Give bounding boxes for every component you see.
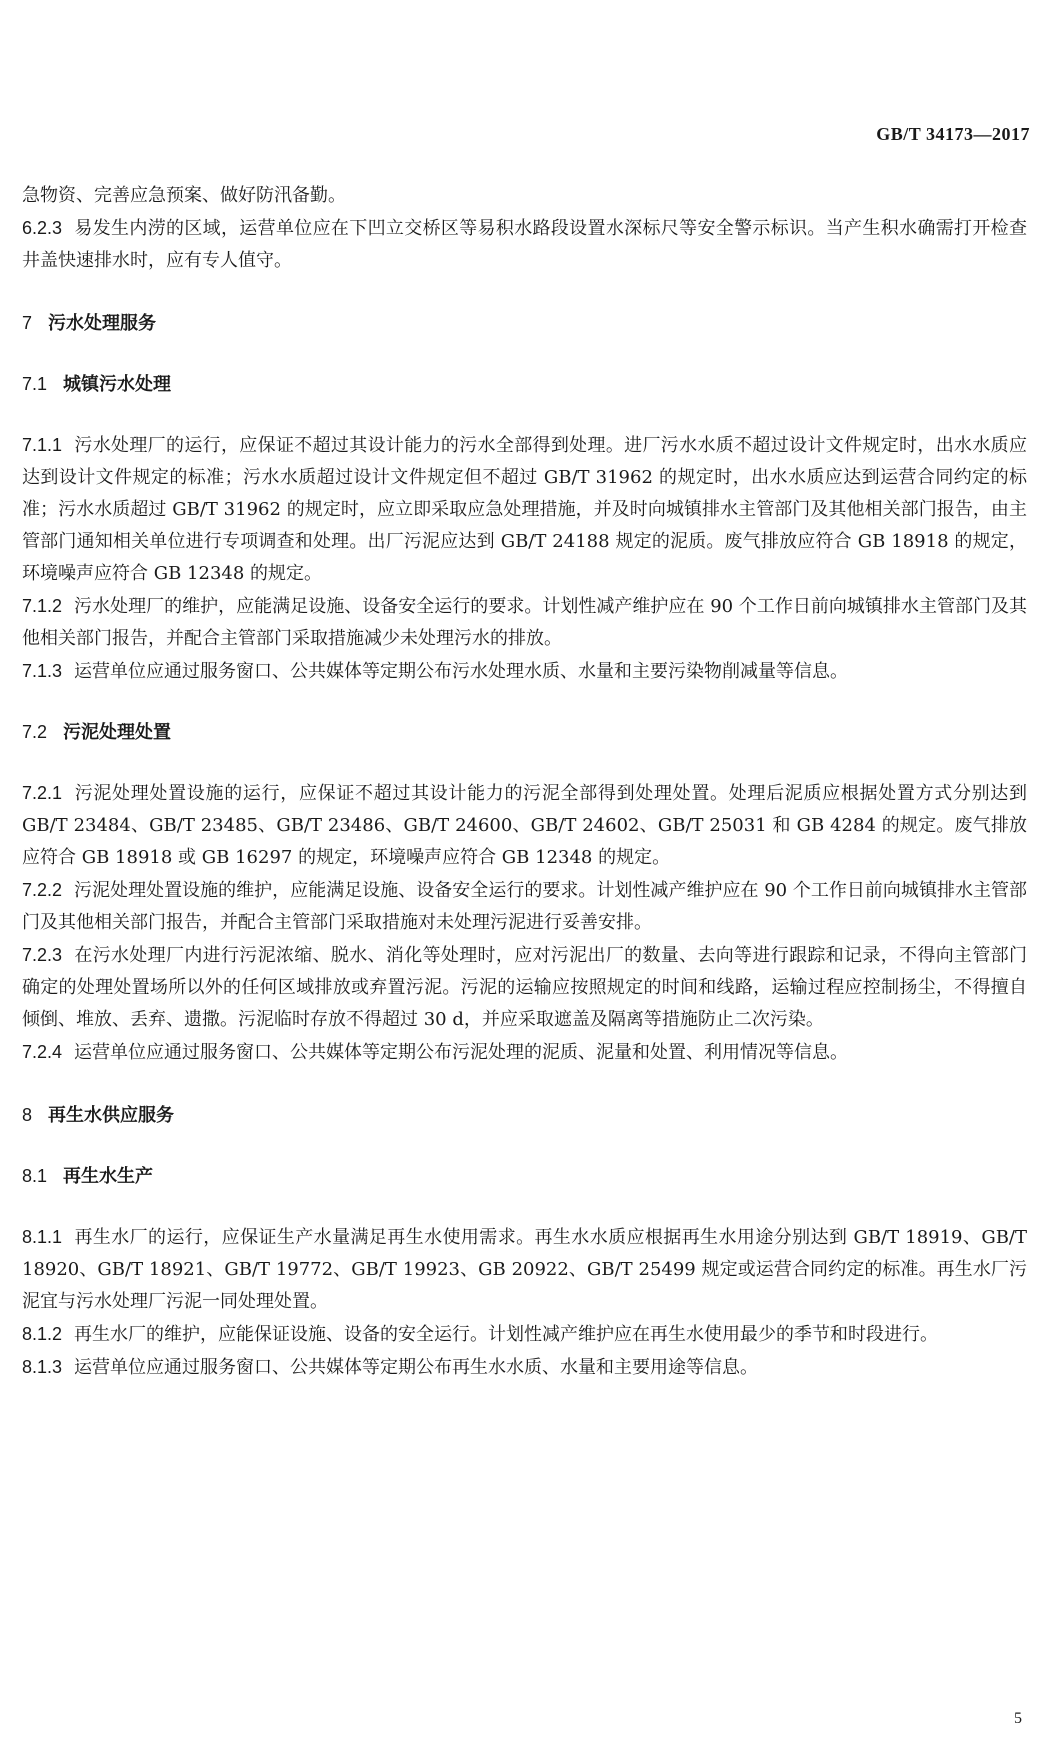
clause-text: 运营单位应通过服务窗口、公共媒体等定期公布污泥处理的泥质、泥量和处置、利用情况等信息。 [74, 1042, 849, 1063]
clause-number: 8.1.2 [22, 1324, 63, 1344]
page-number: 5 [1014, 1710, 1022, 1727]
clause-7-2-2 [22, 874, 1027, 939]
clause-number: 7.2.4 [22, 1042, 63, 1062]
clause-number: 7.1.1 [22, 435, 63, 455]
document-body [22, 180, 1027, 1384]
clause-text: 再生水厂的运行，应保证生产水量满足再生水使用需求。再生水水质应根据再生水用途分别达到 GB/T 18919、GB/T 18920、GB/T 18921、GB/T 19772、GB/T 19923、GB 20922、GB/T 25499 规定或运营合同约定的标准。再生水厂污泥宜与污水处理厂污泥一同处理处置。 [22, 1227, 1027, 1312]
clause-text: 再生水厂的维护，应能保证设施、设备的安全运行。计划性减产维护应在再生水使用最少的季节和时段进行。 [74, 1324, 939, 1345]
section-number: 8 [22, 1105, 33, 1125]
clause-8-1-2 [22, 1318, 1027, 1351]
section-title: 污水处理服务 [48, 313, 157, 334]
clause-7-2-3 [22, 939, 1027, 1036]
clause-text: 在污水处理厂内进行污泥浓缩、脱水、消化等处理时，应对污泥出厂的数量、去向等进行跟踪和记录，不得向主管部门确定的处理处置场所以外的任何区域排放或弃置污泥。污泥的运输应按照规定的时间和线路，运输过程应控制扬尘，不得擅自倾倒、堆放、丢弃、遗撒。污泥临时存放不得超过 30 d，并应采取遮盖及隔离等措施防止二次污染。 [22, 945, 1027, 1030]
clause-text: 运营单位应通过服务窗口、公共媒体等定期公布再生水水质、水量和主要用途等信息。 [74, 1357, 759, 1378]
clause-7-2-4 [22, 1036, 1027, 1069]
subsection-number: 7.1 [22, 374, 48, 394]
subsection-number: 8.1 [22, 1166, 48, 1186]
clause-8-1-3 [22, 1351, 1027, 1384]
subsection-number: 7.2 [22, 722, 48, 742]
subsection-heading-8-1 [22, 1160, 1027, 1193]
clause-number: 7.2.2 [22, 880, 63, 900]
subsection-title: 污泥处理处置 [63, 722, 172, 743]
section-heading-7 [22, 307, 1027, 340]
clause-number: 7.1.3 [22, 661, 63, 681]
clause-text: 污水处理厂的运行，应保证不超过其设计能力的污水全部得到处理。进厂污水水质不超过设计文件规定时，出水水质应达到设计文件规定的标准；污水水质超过设计文件规定但不超过 GB/T 31962 的规定时，出水水质应达到运营合同约定的标准；污水水质超过 GB/T 31962 的规定时，应立即采取应急处理措施，并及时向城镇排水主管部门及其他相关部门报告，由主管部门通知相关单位进行专项调查和处理。出厂污泥应达到 GB/T 24188 规定的泥质。废气排放应符合 GB 18918 的规定，环境噪声应符合 GB 12348 的规定。 [22, 435, 1027, 584]
clause-7-2-1 [22, 777, 1027, 874]
clause-text: 污水处理厂的维护，应能满足设施、设备安全运行的要求。计划性减产维护应在 90 个工作日前向城镇排水主管部门及其他相关部门报告，并配合主管部门采取措施减少未处理污水的排放。 [22, 596, 1027, 649]
clause-7-1-1 [22, 429, 1027, 590]
subsection-title: 城镇污水处理 [63, 374, 172, 395]
clause-6-2-3 [22, 212, 1027, 277]
subsection-title: 再生水生产 [63, 1166, 154, 1187]
clause-7-1-3 [22, 655, 1027, 688]
clause-number: 8.1.3 [22, 1357, 63, 1377]
clause-number: 7.2.1 [22, 783, 63, 803]
clause-text: 易发生内涝的区域，运营单位应在下凹立交桥区等易积水路段设置水深标尺等安全警示标识。当产生积水确需打开检查井盖快速排水时，应有专人值守。 [22, 218, 1027, 271]
clause-number: 7.1.2 [22, 596, 63, 616]
clause-number: 7.2.3 [22, 945, 63, 965]
clause-number: 6.2.3 [22, 218, 63, 238]
section-title: 再生水供应服务 [48, 1105, 175, 1126]
clause-6-2-2-continuation: 急物资、完善应急预案、做好防汛备勤。 [22, 185, 346, 206]
clause-text: 运营单位应通过服务窗口、公共媒体等定期公布污水处理水质、水量和主要污染物削减量等信息。 [74, 661, 849, 682]
clause-7-1-2 [22, 590, 1027, 655]
clause-text: 污泥处理处置设施的维护，应能满足设施、设备安全运行的要求。计划性减产维护应在 90 个工作日前向城镇排水主管部门及其他相关部门报告，并配合主管部门采取措施对未处理污泥进行妥善安排。 [22, 880, 1027, 933]
subsection-heading-7-1 [22, 368, 1027, 401]
subsection-heading-7-2 [22, 716, 1027, 749]
section-number: 7 [22, 313, 33, 333]
clause-number: 8.1.1 [22, 1227, 63, 1247]
clause-8-1-1 [22, 1221, 1027, 1318]
standard-code: GB/T 34173—2017 [876, 124, 1030, 144]
section-heading-8 [22, 1099, 1027, 1132]
clause-text: 污泥处理处置设施的运行，应保证不超过其设计能力的污泥全部得到处理处置。处理后泥质应根据处置方式分别达到 GB/T 23484、GB/T 23485、GB/T 23486、GB/T 24600、GB/T 24602、GB/T 25031 和 GB 4284 的规定。废气排放应符合 GB 18918 或 GB 16297 的规定，环境噪声应符合 GB 12348 的规定。 [22, 783, 1027, 868]
